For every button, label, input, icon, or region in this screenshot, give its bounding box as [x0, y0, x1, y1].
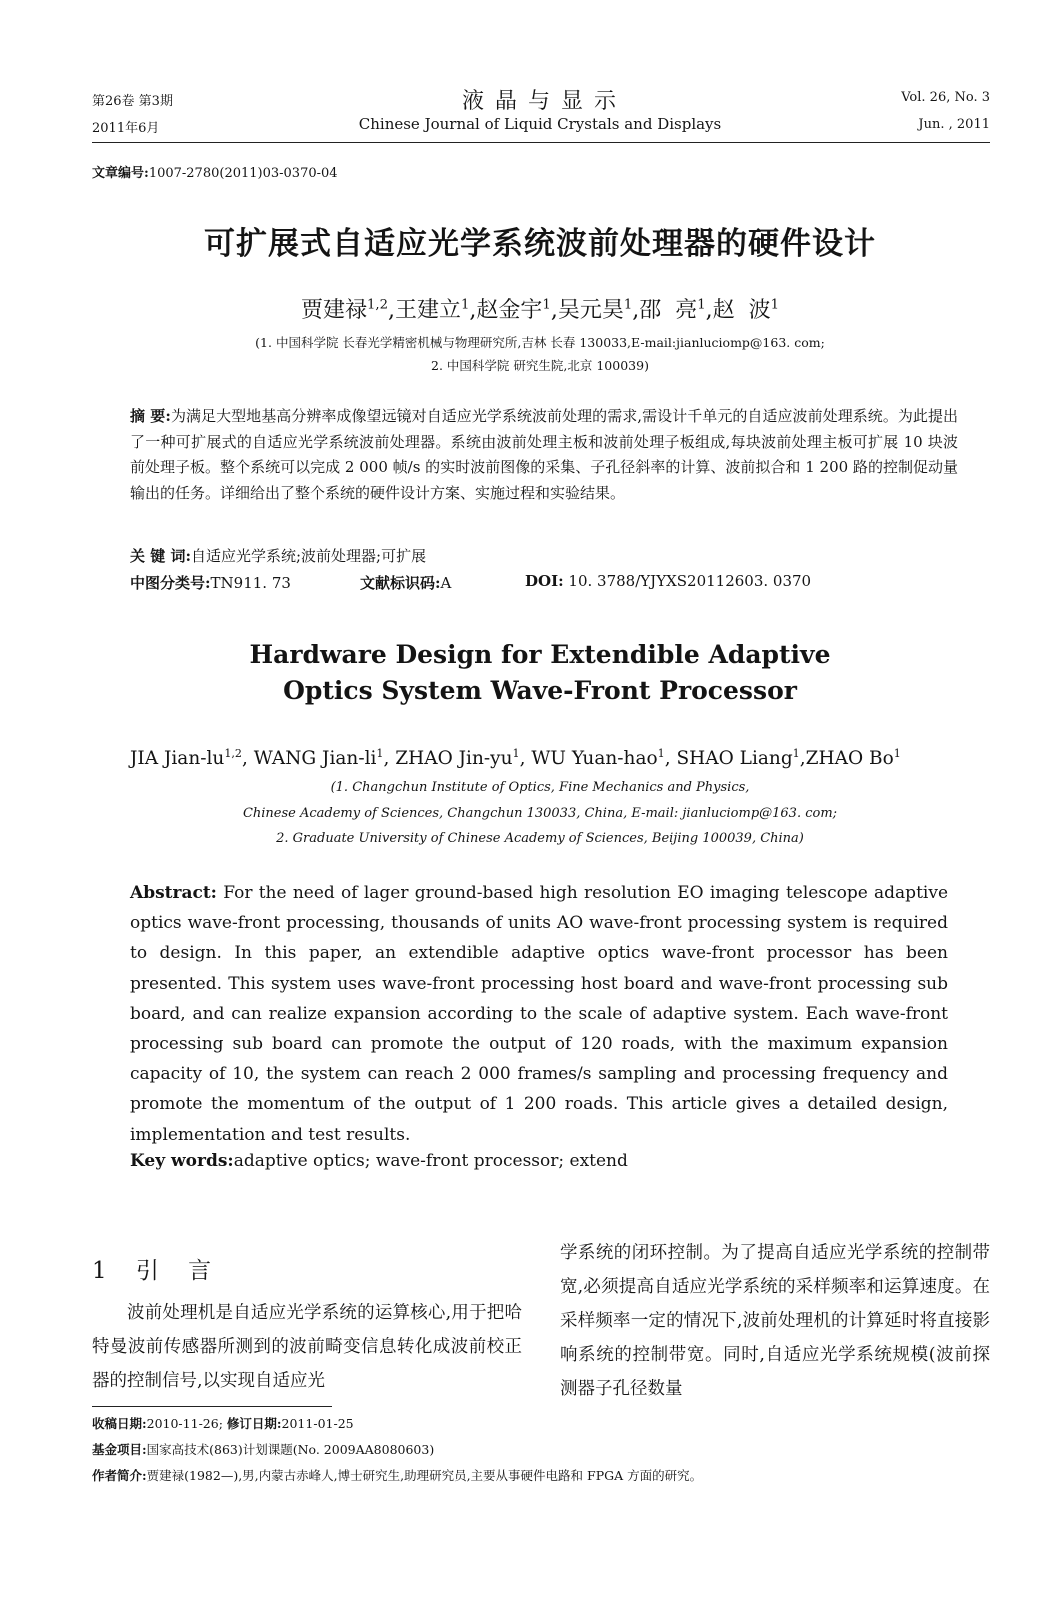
- keywords-en-label: Key words:: [130, 1151, 234, 1171]
- keywords-en: [130, 1151, 948, 1171]
- journal-title-en: Chinese Journal of Liquid Crystals and Displays: [358, 115, 722, 133]
- author-en: ZHAO Bo$^1$: [805, 746, 901, 769]
- doi: [525, 572, 811, 590]
- author-cn: 贾建禄$^{1,2}$: [301, 297, 388, 323]
- affiliation-en-2: Chinese Academy of Sciences, Changchun 130033, China, E-mail: jianluciomp@163. com;: [242, 806, 838, 821]
- article-number: [92, 162, 338, 181]
- received-dates: [92, 1414, 354, 1432]
- abstract-cn: [130, 404, 958, 506]
- affiliation-cn-1: (1. 中国科学院 长春光学精密机械与物理研究所,吉林 长春 130033,E-mail:jianluciomp@163. com;: [255, 335, 825, 350]
- author-cn: 赵 波$^1$: [712, 297, 779, 323]
- authors-cn: 贾建禄$^{1,2}$,王建立$^1$,赵金宇$^1$,吴元昊$^1$,邵 亮$^1$,赵 波$^1$: [301, 297, 779, 323]
- abstract-en-label: Abstract:: [130, 883, 217, 903]
- publication-date-en: Jun. , 2011: [918, 117, 990, 132]
- revised-value: 2011-01-25: [281, 1416, 354, 1431]
- doc-value: A: [440, 574, 452, 592]
- classification: [130, 572, 291, 593]
- doi-label: DOI:: [525, 572, 564, 590]
- journal-title-cn: 液 晶 与 显 示: [462, 89, 618, 114]
- affiliation-en-1: (1. Changchun Institute of Optics, Fine Mechanics and Physics,: [330, 780, 750, 795]
- title-cn: 可扩展式自适应光学系统波前处理器的硬件设计: [204, 226, 876, 262]
- doc-label: 文献标识码:: [360, 574, 441, 592]
- author-cn: 王建立$^1$: [395, 297, 470, 323]
- publication-date: 2011年6月: [92, 121, 160, 136]
- received-label: 收稿日期:: [92, 1416, 147, 1431]
- clc-value: TN911. 73: [210, 574, 291, 592]
- author-en: WU Yuan-hao$^1$: [531, 746, 665, 769]
- abstract-cn-text: 为满足大型地基高分辨率成像望远镜对自适应光学系统波前处理的需求,需设计千单元的自适应波前处理系统。为此提出了一种可扩展式的自适应光学系统波前处理器。系统由波前处理主板和波前处理子板组成,每块波前处理主板可扩展 10 块波前处理子板。整个系统可以完成 2 000 帧/s 的实时波前图像的采集、子孔径斜率的计算、波前拟合和 1 200 路的控制促动量输出的任务。详细给出了整个系统的硬件设计方案、实施过程和实验结果。: [130, 407, 959, 502]
- revised-label: 修订日期:: [226, 1416, 282, 1431]
- clc-label: 中图分类号:: [130, 574, 211, 592]
- bio-label: 作者简介:: [92, 1468, 147, 1483]
- volume-issue-en: Vol. 26, No. 3: [901, 90, 990, 105]
- header-rule: [92, 142, 990, 143]
- author-en: WANG Jian-$li^1$: [253, 746, 384, 769]
- fund-value: 国家高技术(863)计划课题(No. 2009AA8080603): [146, 1442, 435, 1457]
- title-en-line-1: Hardware Design for Extendible Adaptive: [249, 640, 831, 669]
- authors-en: JIA Jian-lu$^{1,2}$, WANG Jian-$li^1$, ZHAO Jin-$yu^1$, WU Yuan-hao$^1$, SHAO Liang$^1$,ZHAO Bo$^1$: [130, 746, 901, 769]
- section-number: 1: [92, 1258, 107, 1284]
- footnote-rule: [92, 1406, 332, 1407]
- section-title: 引 言: [135, 1258, 212, 1284]
- article-number-label: 文章编号:: [92, 166, 149, 181]
- author-en: ZHAO Jin-$yu^1$: [395, 746, 520, 769]
- title-en-line-2: Optics System Wave-Front Processor: [283, 676, 797, 705]
- author-cn: 邵 亮$^1$: [639, 297, 706, 323]
- abstract-en: [130, 878, 948, 1150]
- fund-info: [92, 1440, 434, 1458]
- abstract-en-text: For the need of lager ground-based high resolution EO imaging telescope adaptive optics wave-front processing, thousands of units AO wave-front processing system is required to design. In this paper, an extendible adaptive optics wave-front processor has been presented. This system uses wave-front processing host board and wave-front processing sub board, and can realize expansion according to the scale of adaptive system. Each wave-front processing sub board can promote the output of 120 roads, with the maximum expansion capacity of 10, the system can reach 2 000 frames/s sampling and processing frequency and promote the momentum of the output of 1 200 roads. This article gives a detailed design, implementation and test results.: [130, 883, 948, 1145]
- section-heading: [92, 1252, 211, 1285]
- affiliation-cn-2: 2. 中国科学院 研究生院,北京 100039): [431, 358, 649, 373]
- bio-value: 贾建禄(1982—),男,内蒙古赤峰人,博士研究生,助理研究员,主要从事硬件电路和 FPGA 方面的研究。: [146, 1468, 703, 1483]
- author-en: JIA Jian-lu$^{1,2}$: [130, 746, 242, 769]
- fund-label: 基金项目:: [92, 1442, 147, 1457]
- affiliation-en-3: 2. Graduate University of Chinese Academy of Sciences, Beijing 100039, China): [276, 831, 804, 846]
- document-code: [360, 572, 451, 593]
- doi-value: 10. 3788/YJYXS20112603. 0370: [568, 572, 812, 590]
- article-number-value: 1007-2780(2011)03-0370-04: [148, 166, 338, 181]
- author-bio: [92, 1466, 992, 1484]
- keywords-cn-label: 关 键 词:: [130, 547, 191, 565]
- received-value: 2010-11-26;: [146, 1416, 223, 1431]
- section1-left-column: 波前处理机是自适应光学系统的运算核心,用于把哈特曼波前传感器所测到的波前畸变信息转化成波前校正器的控制信号,以实现自适应光: [92, 1303, 522, 1391]
- abstract-cn-label: 摘 要:: [130, 407, 171, 425]
- volume-issue: 第26卷 第3期: [92, 94, 173, 109]
- keywords-en-text: adaptive optics; wave-front processor; extend: [233, 1151, 628, 1171]
- author-cn: 吴元昊$^1$: [557, 297, 633, 323]
- keywords-cn: [130, 545, 958, 566]
- keywords-cn-text: 自适应光学系统;波前处理器;可扩展: [190, 547, 427, 565]
- author-cn: 赵金宇$^1$: [476, 297, 551, 323]
- section1-right-column: 学系统的闭环控制。为了提高自适应光学系统的控制带宽,必须提高自适应光学系统的采样频率和运算速度。在采样频率一定的情况下,波前处理机的计算延时将直接影响系统的控制带宽。同时,自适应光学系统规模(波前探测器子孔径数量: [560, 1243, 990, 1399]
- author-en: SHAO Liang$^1$: [676, 746, 800, 769]
